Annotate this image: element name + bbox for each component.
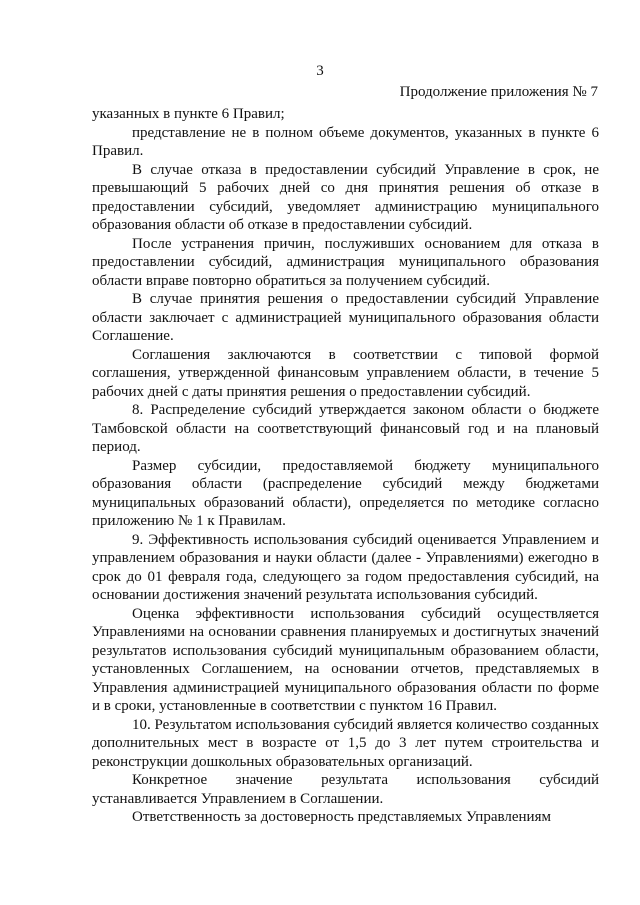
paragraph: Ответственность за достоверность представляемых Управлениям [132, 809, 551, 825]
document-body [92, 105, 599, 827]
paragraph: Конкретное значение результата использования субсидий устанавливается Управлением в Соглашении. [92, 772, 599, 807]
appendix-continuation-label: Продолжение приложения № 7 [399, 84, 598, 100]
paragraph: Соглашения заключаются в соответствии с типовой формой соглашения, утвержденной финансовым управлением области, в течение 5 рабочих дней с даты принятия решения о предоставлении субсидий. [92, 346, 599, 400]
paragraph: После устранения причин, послуживших основанием для отказа в предоставлении субсидий, администрация муниципального образования области вправе повторно обратиться за получением субсидий. [92, 235, 599, 289]
paragraph: Оценка эффективности использования субсидий осуществляется Управлениями на основании сравнения планируемых и достигнутых значений результатов использования субсидий муниципальным образованием области, установленных Соглашением, на основании отчетов, представляемых в Управления администрацией муниципального образования области по форме и в сроки, установленные в соответствии с пунктом 16 Правил. [92, 605, 599, 714]
paragraph: представление не в полном объеме документов, указанных в пункте 6 Правил. [92, 124, 599, 159]
page-number: 3 [316, 63, 324, 79]
paragraph: В случае принятия решения о предоставлении субсидий Управление области заключает с администрацией муниципального образования области Соглашение. [92, 291, 599, 344]
paragraph: указанных в пункте 6 Правил; [92, 106, 285, 122]
paragraph: 9. Эффективность использования субсидий оценивается Управлением и управлением образования и науки области (далее - Управлениями) ежегодно в срок до 01 февраля года, следующего за годом предоставления субсидий, на основании достижения значений результата использования субсидий. [92, 531, 599, 603]
paragraph: 8. Распределение субсидий утверждается законом области о бюджете Тамбовской области на соответствующий финансовый год и на плановый период. [92, 402, 599, 455]
paragraph: Размер субсидии, предоставляемой бюджету муниципального образования области (распределение субсидий между бюджетами муниципальных образований области), определяется по методике согласно приложению № 1 к Правилам. [92, 457, 599, 529]
paragraph: В случае отказа в предоставлении субсидий Управление в срок, не превышающий 5 рабочих дней со дня принятия решения об отказе в предоставлении субсидий, уведомляет администрацию муниципального образования области об отказе в предоставлении субсидий. [92, 161, 599, 233]
paragraph: 10. Результатом использования субсидий является количество созданных дополнительных мест в возрасте от 1,5 до 3 лет путем строительства и реконструкции дошкольных образовательных организаций. [92, 716, 599, 770]
